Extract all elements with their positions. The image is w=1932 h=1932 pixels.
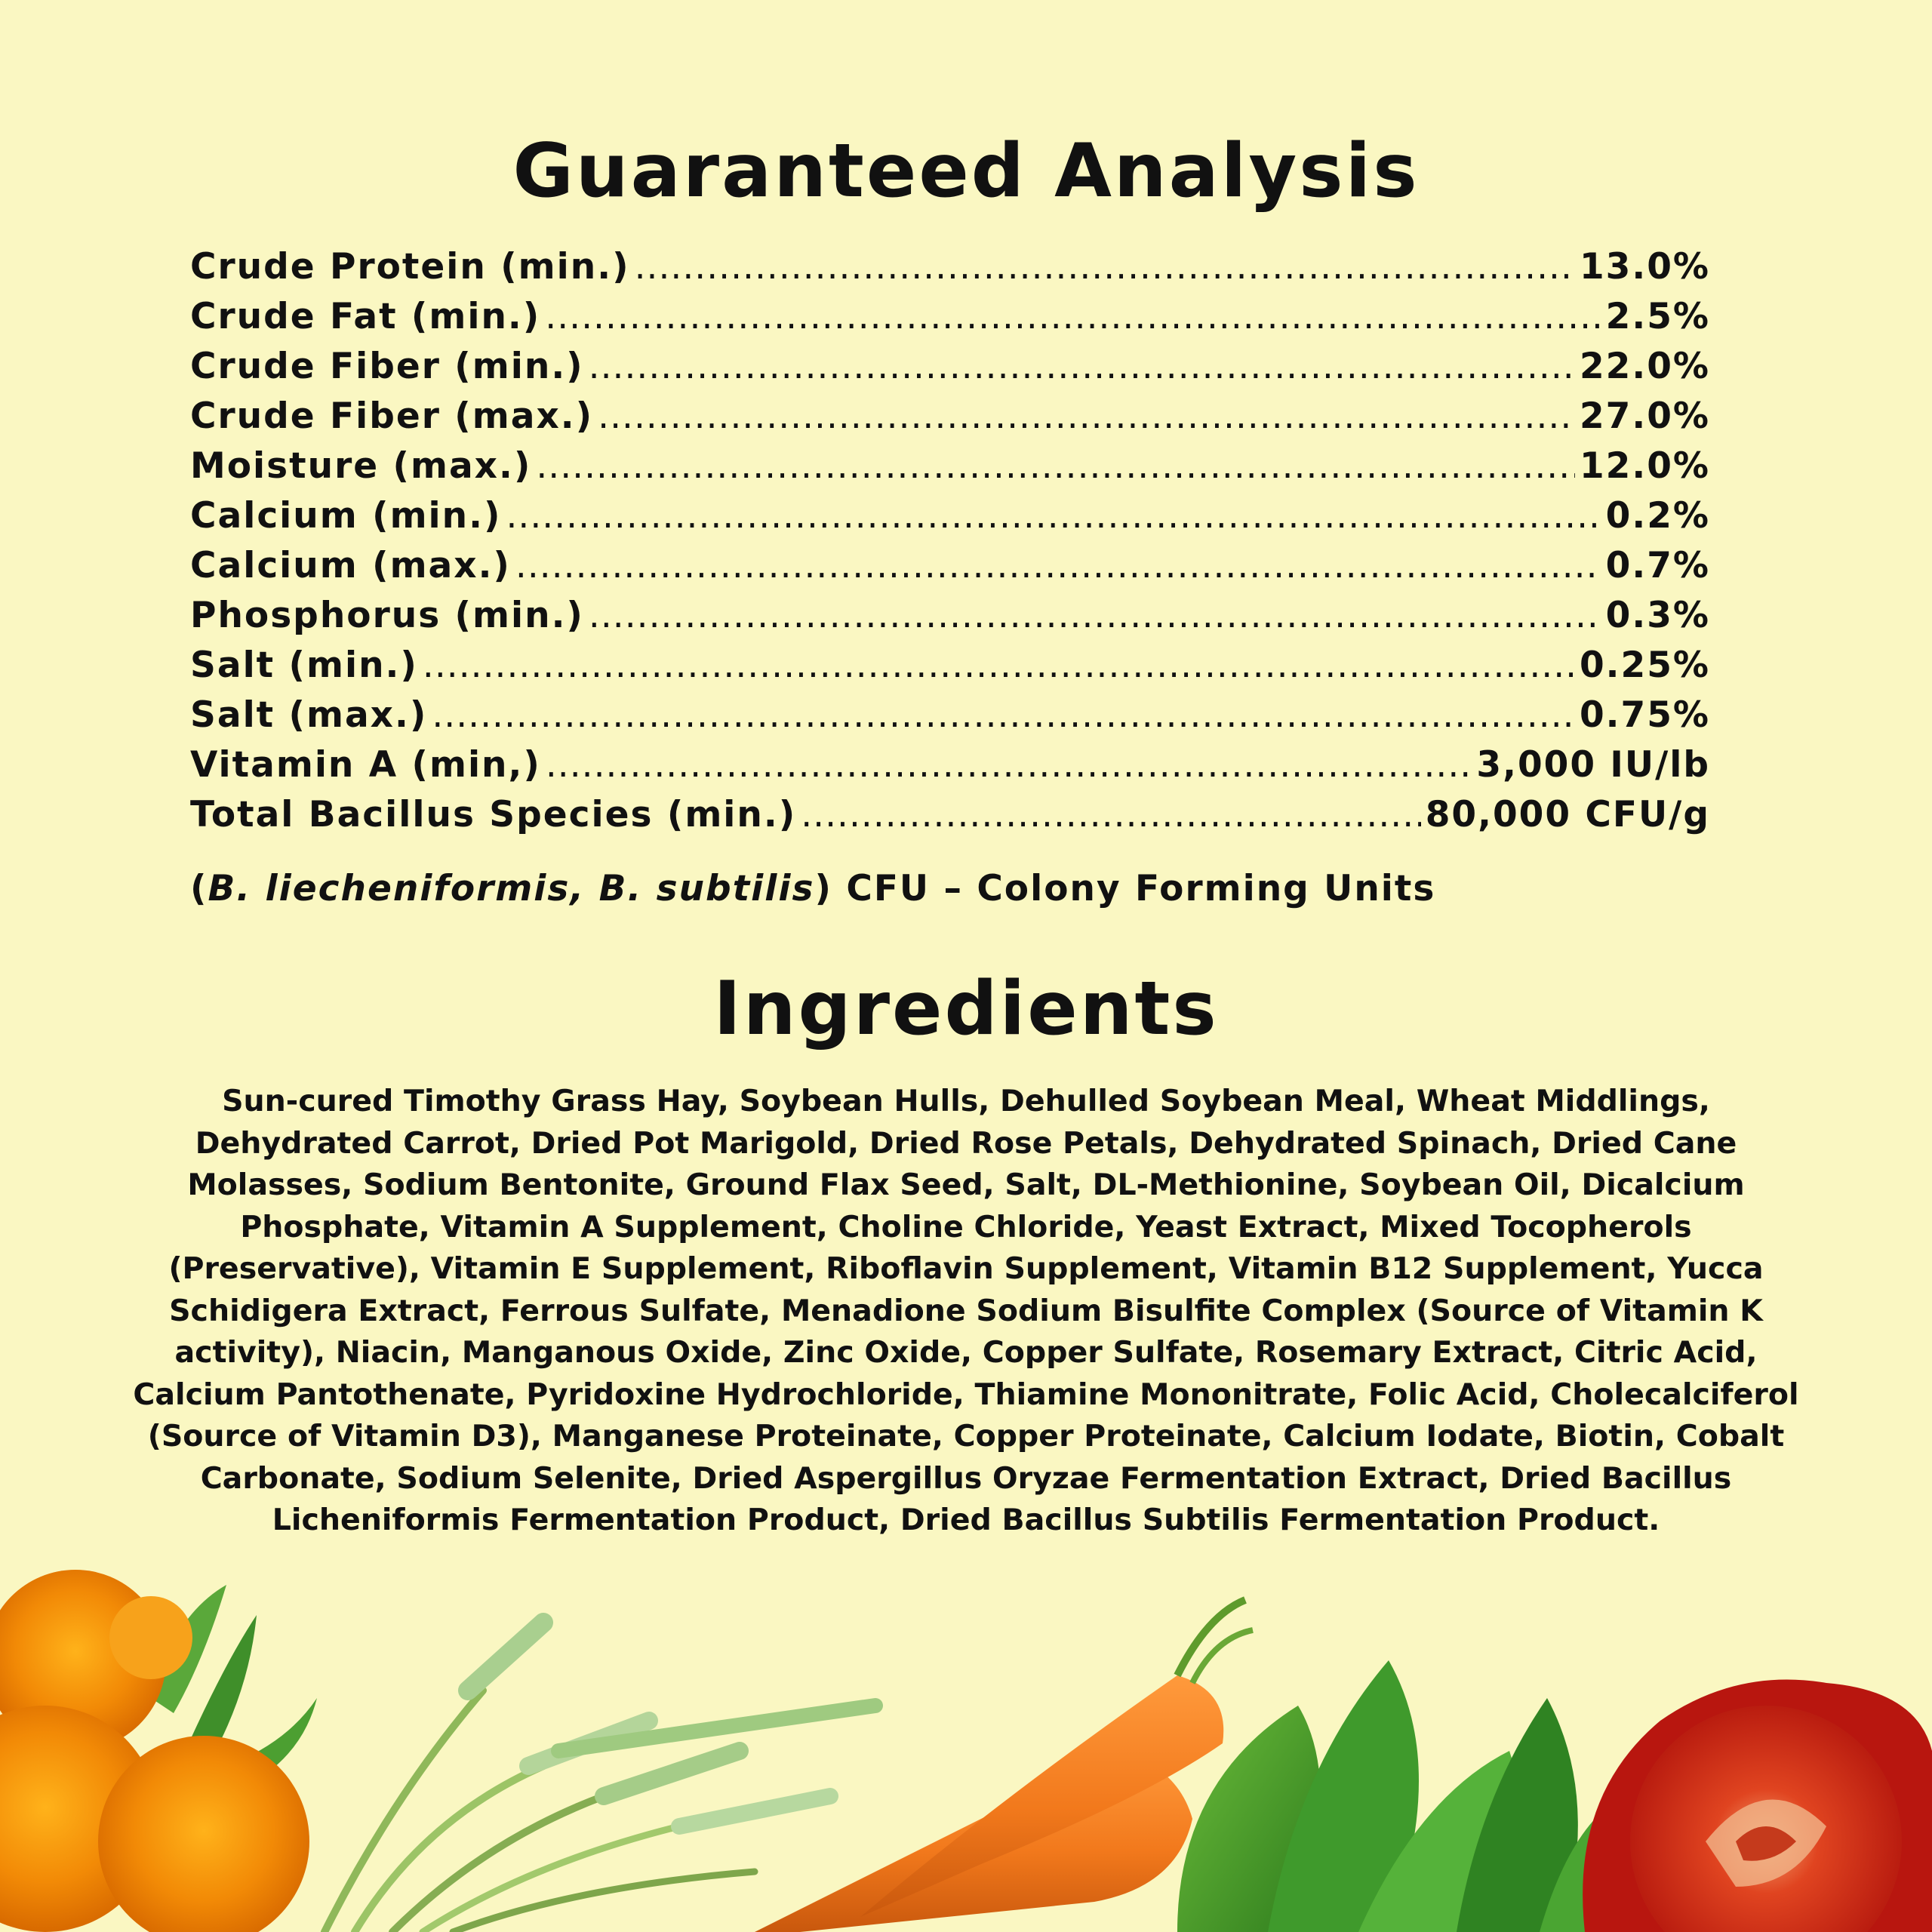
dot-leader xyxy=(545,296,1601,337)
timothy-grass xyxy=(325,1623,875,1932)
analysis-value: 0.7% xyxy=(1605,545,1710,586)
dot-leader xyxy=(515,545,1601,586)
dot-leader xyxy=(536,445,1575,487)
analysis-value: 80,000 CFU/g xyxy=(1425,794,1710,835)
analysis-row xyxy=(190,395,1710,445)
guaranteed-analysis-list xyxy=(190,246,1710,844)
analysis-row xyxy=(190,346,1710,395)
analysis-value: 0.2% xyxy=(1605,495,1710,537)
analysis-row xyxy=(190,694,1710,744)
analysis-row xyxy=(190,595,1710,645)
rose xyxy=(1583,1680,1932,1932)
analysis-row xyxy=(190,495,1710,545)
analysis-row xyxy=(190,246,1710,296)
dot-leader xyxy=(423,645,1575,686)
carrots xyxy=(755,1600,1253,1932)
analysis-value: 12.0% xyxy=(1579,445,1710,487)
analysis-label: Moisture (max.) xyxy=(190,445,532,487)
dot-leader xyxy=(598,395,1575,437)
analysis-value: 0.75% xyxy=(1579,694,1710,736)
analysis-row xyxy=(190,794,1710,844)
bacillus-note xyxy=(190,868,1435,909)
analysis-label: Calcium (min.) xyxy=(190,495,502,537)
analysis-value: 13.0% xyxy=(1579,246,1710,288)
analysis-value: 0.25% xyxy=(1579,645,1710,686)
analysis-row xyxy=(190,545,1710,595)
analysis-label: Salt (min.) xyxy=(190,645,418,686)
analysis-row xyxy=(190,744,1710,794)
analysis-label: Crude Protein (min.) xyxy=(190,246,630,288)
analysis-label: Phosphorus (min.) xyxy=(190,595,584,636)
dot-leader xyxy=(801,794,1420,835)
dot-leader xyxy=(635,246,1575,288)
dot-leader xyxy=(589,595,1601,636)
produce-illustration xyxy=(0,1570,1932,1932)
analysis-value: 3,000 IU/lb xyxy=(1476,744,1710,786)
analysis-value: 0.3% xyxy=(1605,595,1710,636)
spinach xyxy=(1177,1660,1628,1932)
note-close: ) CFU – Colony Forming Units xyxy=(814,868,1436,909)
analysis-row xyxy=(190,445,1710,495)
analysis-value: 2.5% xyxy=(1605,296,1710,337)
analysis-value: 22.0% xyxy=(1579,346,1710,387)
analysis-label: Crude Fiber (min.) xyxy=(190,346,584,387)
analysis-label: Crude Fiber (max.) xyxy=(190,395,594,437)
dot-leader xyxy=(589,346,1575,387)
note-species: B. liecheniformis, B. subtilis xyxy=(208,868,815,909)
analysis-label: Calcium (max.) xyxy=(190,545,511,586)
guaranteed-analysis-title: Guaranteed Analysis xyxy=(512,128,1420,214)
analysis-label: Vitamin A (min,) xyxy=(190,744,541,786)
dot-leader xyxy=(546,744,1472,786)
analysis-label: Total Bacillus Species (min.) xyxy=(190,794,797,835)
dot-leader xyxy=(506,495,1601,537)
ingredients-text: Sun-cured Timothy Grass Hay, Soybean Hulls, Dehulled Soybean Meal, Wheat Middlings, Dehydrated Carrot, Dried Pot Marigold, Dried Rose Petals, Dehydrated Spinach, Dried Cane Molasses, Sodium Bentonite, Ground Flax Seed, Salt, DL-Methionine, Soybean Oil, Dicalcium Phosphate, Vitamin A Supplement, Choline Chloride, Yeast Extract, Mixed Tocopherols (Preservative), Vitamin E Supplement, Riboflavin Supplement, Vitamin B12 Supplement, Yucca Schidigera Extract, Ferrous Sulfate, Menadione Sodium Bisulfite Complex (Source of Vitamin K activity), Niacin, Manganous Oxide, Zinc Oxide, Copper Sulfate, Rosemary Extract, Citric Acid, Calcium Pantothenate, Pyridoxine Hydrochloride, Thiamine Mononitrate, Folic Acid, Cholecalciferol (Source of Vitamin D3), Manganese Proteinate, Copper Proteinate, Calcium Iodate, Biotin, Cobalt Carbonate, Sodium Selenite, Dried Aspergillus Oryzae Fermentation Extract, Dried Bacillus Licheniformis Fermentation Product, Dried Bacillus Subtilis Fermentation Product. xyxy=(133,1084,1799,1537)
dot-leader xyxy=(432,694,1575,736)
analysis-value: 27.0% xyxy=(1579,395,1710,437)
analysis-label: Crude Fat (min.) xyxy=(190,296,541,337)
analysis-label: Salt (max.) xyxy=(190,694,428,736)
note-open: ( xyxy=(190,868,208,909)
analysis-row xyxy=(190,296,1710,346)
analysis-row xyxy=(190,645,1710,694)
ingredients-title: Ingredients xyxy=(713,966,1219,1052)
